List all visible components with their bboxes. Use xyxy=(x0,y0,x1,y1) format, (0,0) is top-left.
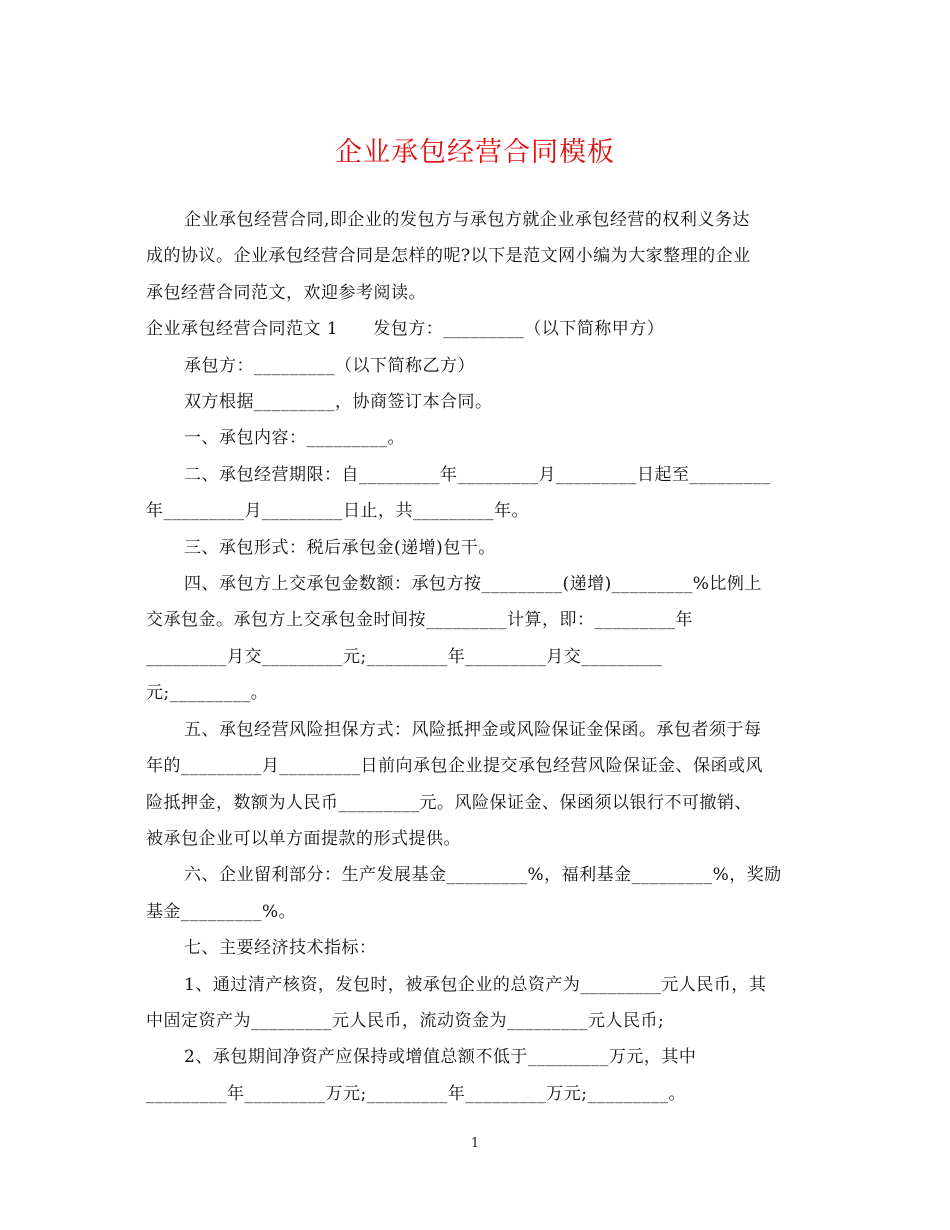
paragraph-line: 承包经营合同范文，欢迎参考阅读。 xyxy=(146,282,426,303)
paragraph-line: 险抵押金，数额为人民币_________元。风险保证金、保函须以银行不可撤销、 xyxy=(146,792,752,813)
paragraph-line: 成的协议。企业承包经营合同是怎样的呢?以下是范文网小编为大家整理的企业 xyxy=(146,246,751,267)
paragraph-line: 一、承包内容：_________。 xyxy=(184,428,405,449)
paragraph-line: 双方根据_________，协商签订本合同。 xyxy=(184,392,493,413)
paragraph-line: 四、承包方上交承包金数额：承包方按_________(递增)_________%比例上 xyxy=(184,574,762,595)
paragraph-line: 三、承包形式：税后承包金(递增)包干。 xyxy=(184,537,496,558)
paragraph-line: 企业承包经营合同范文 1 发包方：_________（以下简称甲方） xyxy=(146,319,665,340)
paragraph-line: 元;_________。 xyxy=(146,683,269,704)
paragraph-line: 六、企业留利部分：生产发展基金_________%，福利基金_________%，奖励 xyxy=(184,865,782,886)
paragraph-line: 中固定资产为_________元人民币，流动资金为_________元人民币; xyxy=(146,1010,665,1031)
paragraph-line: 五、承包经营风险担保方式：风险抵押金或风险保证金保函。承包者须于每 xyxy=(184,719,762,740)
paragraph-line: _________月交_________元;_________年_________月交_________ xyxy=(146,646,663,667)
paragraph-line: 2、承包期间净资产应保持或增值总额不低于_________万元，其中 xyxy=(184,1047,697,1068)
paragraph-line: 年_________月_________日止，共_________年。 xyxy=(146,501,529,522)
page-number: 1 xyxy=(470,1136,480,1151)
document-title: 企业承包经营合同模板 xyxy=(335,137,615,168)
paragraph-line: 企业承包经营合同,即企业的发包方与承包方就企业承包经营的权利义务达 xyxy=(184,210,750,230)
document-body xyxy=(146,202,800,1112)
paragraph-line: 年的_________月_________日前向承包企业提交承包经营风险保证金、保函或风 xyxy=(146,756,763,777)
paragraph-line: 七、主要经济技术指标： xyxy=(184,938,377,959)
paragraph-line: 交承包金。承包方上交承包金时间按_________计算，即：_________年 xyxy=(146,610,693,631)
paragraph-line: 二、承包经营期限：自_________年_________月_________日起至_________ xyxy=(184,464,771,485)
paragraph-line: 1、通过清产核资，发包时，被承包企业的总资产为_________元人民币，其 xyxy=(184,974,767,995)
paragraph-line: _________年_________万元;_________年_________万元;_________。 xyxy=(146,1083,686,1104)
paragraph-line: 基金_________%。 xyxy=(146,901,297,922)
paragraph-line: 承包方：_________（以下简称乙方） xyxy=(184,355,475,376)
paragraph-line: 被承包企业可以单方面提款的形式提供。 xyxy=(146,828,461,849)
